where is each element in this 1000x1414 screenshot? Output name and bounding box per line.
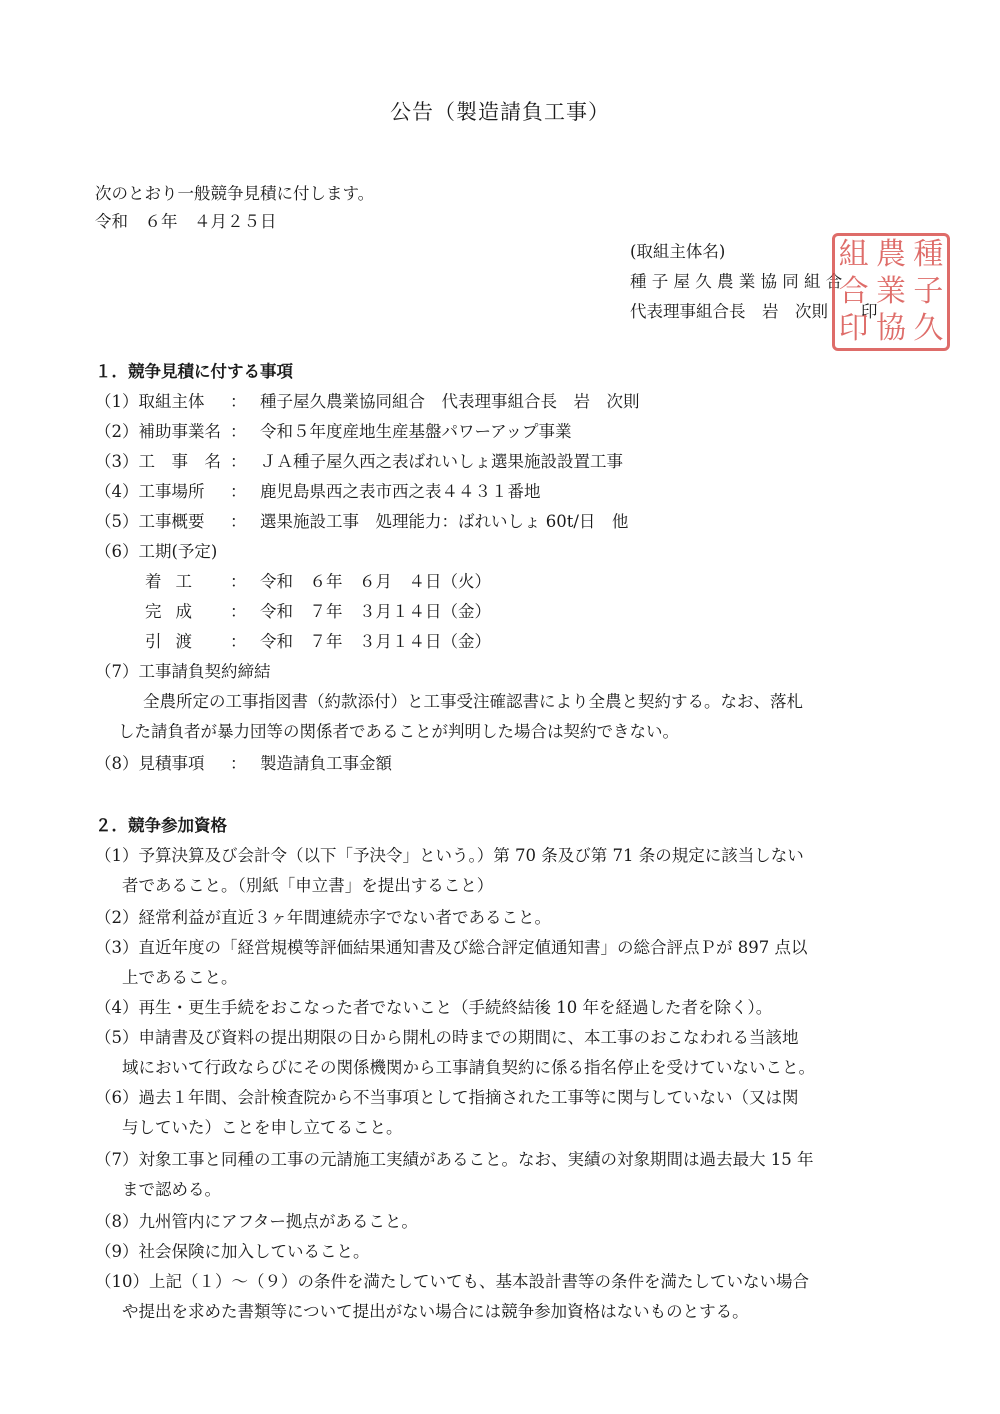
item-separator: ： [230,392,247,411]
official-seal-icon: 組 農 種 合 業 子 印 協 久 [832,233,950,351]
issuer-org: 種 子 屋 久 農 業 協 同 組 合 [630,272,843,291]
intro-text: 次のとおり一般競争見積に付します。 [95,184,375,203]
item-label: （4）工事場所 [95,482,205,501]
page-title: 公告（製造請負工事） [390,100,610,124]
item-value: 選果施設工事 処理能力：ばれいしょ 60t/日 他 [260,512,629,531]
qualification-line: （6）過去１年間、会計検査院から不当事項として指摘された工事等に関与していない（又は関 [95,1088,799,1107]
qualification-line: （3）直近年度の「経営規模等評価結果通知書及び総合評定値通知書」の総合評点Ｐが 897 点以 [95,938,808,957]
item-separator: ： [230,482,247,501]
qualification-line: まで認める。 [122,1180,221,1199]
schedule-separator: ： [230,632,247,651]
qualification-line: 上であること。 [122,968,238,987]
issue-date: 令和 ６年 ４月２５日 [95,212,277,231]
item-label: （5）工事概要 [95,512,205,531]
section1-item [95,418,895,442]
item7-label: （7）工事請負契約締結 [95,662,271,681]
qualification-line: 域において行政ならびにその関係機関から工事請負契約に係る指名停止を受けていないこと。 [122,1058,815,1077]
item6-label: （6）工期(予定) [95,542,218,561]
section1-item [95,750,895,774]
item-separator: ： [230,754,247,773]
item-separator: ： [230,422,247,441]
item-value: 製造請負工事金額 [260,754,392,773]
item7-text-line: した請負者が暴力団等の関係者であることが判明した場合は契約できない。 [118,722,679,741]
item-label: （2）補助事業名 [95,422,221,441]
item-value: ＪＡ種子屋久西之表ばれいしょ選果施設設置工事 [260,452,623,471]
qualification-line: 与していた）ことを申し立てること。 [122,1118,403,1137]
section1-item [95,448,895,472]
item-value: 令和５年度産地生産基盤パワーアップ事業 [260,422,572,441]
schedule-row [95,568,895,592]
schedule-date: 令和 ７年 ３月１４日（金） [260,632,491,651]
item-separator: ： [230,452,247,471]
schedule-separator: ： [230,572,247,591]
item-label: （8）見積事項 [95,754,205,773]
item-value: 鹿児島県西之表市西之表４４３１番地 [260,482,541,501]
item-separator: ： [230,512,247,531]
item-label: （1）取組主体 [95,392,205,411]
section1-item [95,388,895,412]
section1-item [95,508,895,532]
schedule-label: 着工 [145,572,206,591]
schedule-date: 令和 ６年 ６月 ４日（火） [260,572,491,591]
schedule-row [95,598,895,622]
qualification-line: （7）対象工事と同種の工事の元請施工実績があること。なお、実績の対象期間は過去最大 15 年 [95,1150,814,1169]
schedule-separator: ： [230,602,247,621]
qualification-line: （1）予算決算及び会計令（以下「予決令」という。）第 70 条及び第 71 条の規定に該当しない [95,846,804,865]
qualification-line: （5）申請書及び資料の提出期限の日から開札の時までの期間に、本工事のおこなわれる当該地 [95,1028,799,1047]
qualification-line: （2）経常利益が直近３ヶ年間連続赤字でない者であること。 [95,908,551,927]
item-label: （3）工 事 名 [95,452,221,471]
schedule-label: 引渡 [145,632,206,651]
schedule-date: 令和 ７年 ３月１４日（金） [260,602,491,621]
schedule-label: 完成 [145,602,206,621]
item7-text-line: 全農所定の工事指図書（約款添付）と工事受注確認書により全農と契約する。なお、落札 [143,692,803,711]
issuer-heading: (取組主体名) [630,242,726,261]
section1-heading: １．競争見積に付する事項 [95,362,293,381]
section1-item [95,478,895,502]
qualification-line: （9）社会保険に加入していること。 [95,1242,370,1261]
qualification-line: （10）上記（１）～（９）の条件を満たしていても、基本設計書等の条件を満たしていない場合 [95,1272,809,1291]
issuer-representative: 代表理事組合長 岩 次則 印 [630,302,878,321]
qualification-line: （4）再生・更生手続をおこなった者でないこと（手続終結後 10 年を経過した者を除く）。 [95,998,773,1017]
qualification-line: （8）九州管内にアフター拠点があること。 [95,1212,418,1231]
schedule-row [95,628,895,652]
qualification-line: 者であること。（別紙「申立書」を提出すること） [122,876,494,895]
qualification-line: や提出を求めた書類等について提出がない場合には競争参加資格はないものとする。 [122,1302,749,1321]
section2-heading: ２．競争参加資格 [95,816,227,835]
item-value: 種子屋久農業協同組合 代表理事組合長 岩 次則 [260,392,640,411]
